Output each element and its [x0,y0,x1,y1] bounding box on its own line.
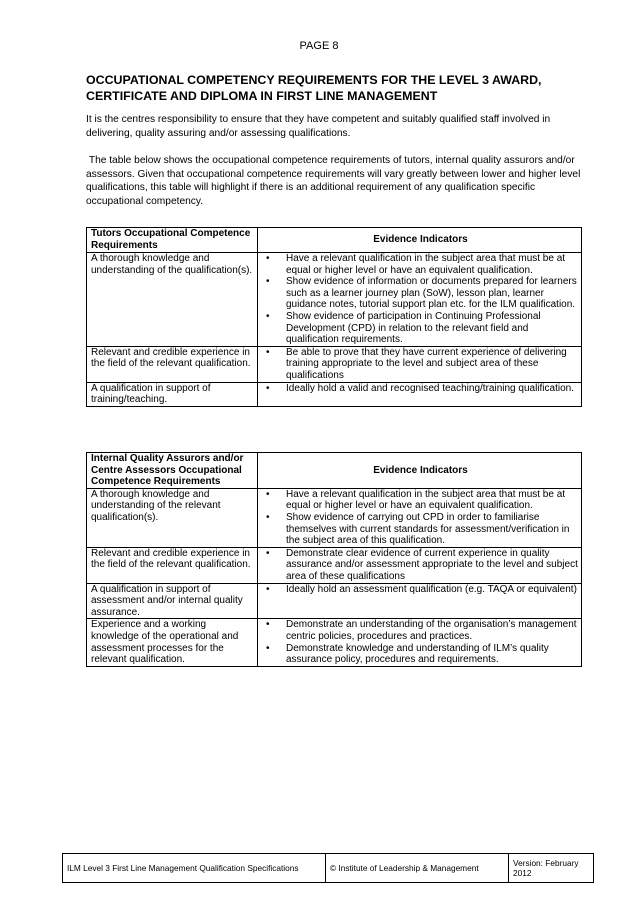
table-row [87,346,582,382]
evidence-cell [258,619,582,666]
page-title: OCCUPATIONAL COMPETENCY REQUIREMENTS FOR THE LEVEL 3 AWARD, CERTIFICATE AND DIPLOMA IN FIRST LINE MANAGEMENT [86,73,542,103]
evidence-cell [258,382,582,406]
requirement-cell: A qualification in support of training/teaching. [87,382,258,406]
evidence-cell [258,583,582,619]
requirement-cell: A thorough knowledge and understanding of the relevant qualification(s). [87,488,258,547]
evidence-cell [258,488,582,547]
requirement-cell: Relevant and credible experience in the field of the relevant qualification. [87,547,258,583]
table-header-row [87,453,582,489]
table-row [87,488,582,547]
evidence-cell [258,253,582,347]
evidence-item: • Show evidence of participation in Continuing Professional Development (CPD) in relation to the relevant field and qualification requirements. [262,311,579,346]
table-row [87,619,582,666]
requirement-cell: A qualification in support of assessment and/or internal quality assurance. [87,583,258,619]
footer-copyright: © Institute of Leadership & Management [326,854,509,883]
table-row [87,253,582,347]
page-footer [62,853,594,883]
evidence-item: • Ideally hold an assessment qualification (e.g. TAQA or equivalent) [262,584,579,596]
evidence-item: • Show evidence of information or documents prepared for learners such as a learner journey plan (SoW), lesson plan, learner guidance notes, tutorial support plan etc. for the ILM qualification. [262,276,579,311]
evidence-cell [258,346,582,382]
requirement-cell: Experience and a working knowledge of the operational and assessment processes for the relevant qualification. [87,619,258,666]
evidence-item: • Demonstrate knowledge and understanding of ILM’s quality assurance policy, procedures and requirements. [262,643,579,666]
requirement-cell: Relevant and credible experience in the field of the relevant qualification. [87,346,258,382]
table-header-row [87,228,582,253]
table-row [87,382,582,406]
evidence-item: • Show evidence of carrying out CPD in order to familiarise themselves with current standards for assessment/verification in the subject area of this qualification. [262,512,579,547]
evidence-item: • Have a relevant qualification in the subject area that must be at equal or higher level or have an equivalent qualification. [262,489,579,512]
page-number: PAGE 8 [299,40,339,52]
table-row [87,547,582,583]
requirements-header: Tutors Occupational Competence Requirements [87,228,258,253]
evidence-item: • Be able to prove that they have current experience of delivering training appropriate to the level and subject area of these qualifications [262,347,579,382]
requirements-header: Internal Quality Assurors and/or Centre Assessors Occupational Competence Requirements [87,453,258,489]
evidence-item: • Have a relevant qualification in the subject area that must be at equal or higher level or have an equivalent qualification. [262,253,579,276]
requirement-cell: A thorough knowledge and understanding of the qualification(s). [87,253,258,347]
table-row [87,583,582,619]
intro-paragraph: It is the centres responsibility to ensure that they have competent and suitably qualified staff involved in delivering, quality assuring and/or assessing qualifications. [86,114,551,139]
tutors-competence-table [86,227,582,407]
intro-paragraph: The table below shows the occupational competence requirements of tutors, internal quality assurors and/or assessors. Given that occupational competence requirements will vary greatly between lower and higher level qualifications, this table will highlight if there is an additional requirement of any qualification specific occupational competency. [86,155,584,207]
footer-version: Version: February 2012 [509,854,594,883]
evidence-item: • Ideally hold a valid and recognised teaching/training qualification. [262,383,579,395]
evidence-header: Evidence Indicators [258,453,582,489]
evidence-item: • Demonstrate an understanding of the organisation’s management centric policies, procedures and practices. [262,619,579,642]
footer-spec: ILM Level 3 First Line Management Qualification Specifications [63,854,326,883]
evidence-item: • Demonstrate clear evidence of current experience in quality assurance and/or assessment appropriate to the level and subject area of these qualifications [262,548,579,583]
iqa-competence-table [86,452,582,667]
evidence-header: Evidence Indicators [258,228,582,253]
evidence-cell [258,547,582,583]
